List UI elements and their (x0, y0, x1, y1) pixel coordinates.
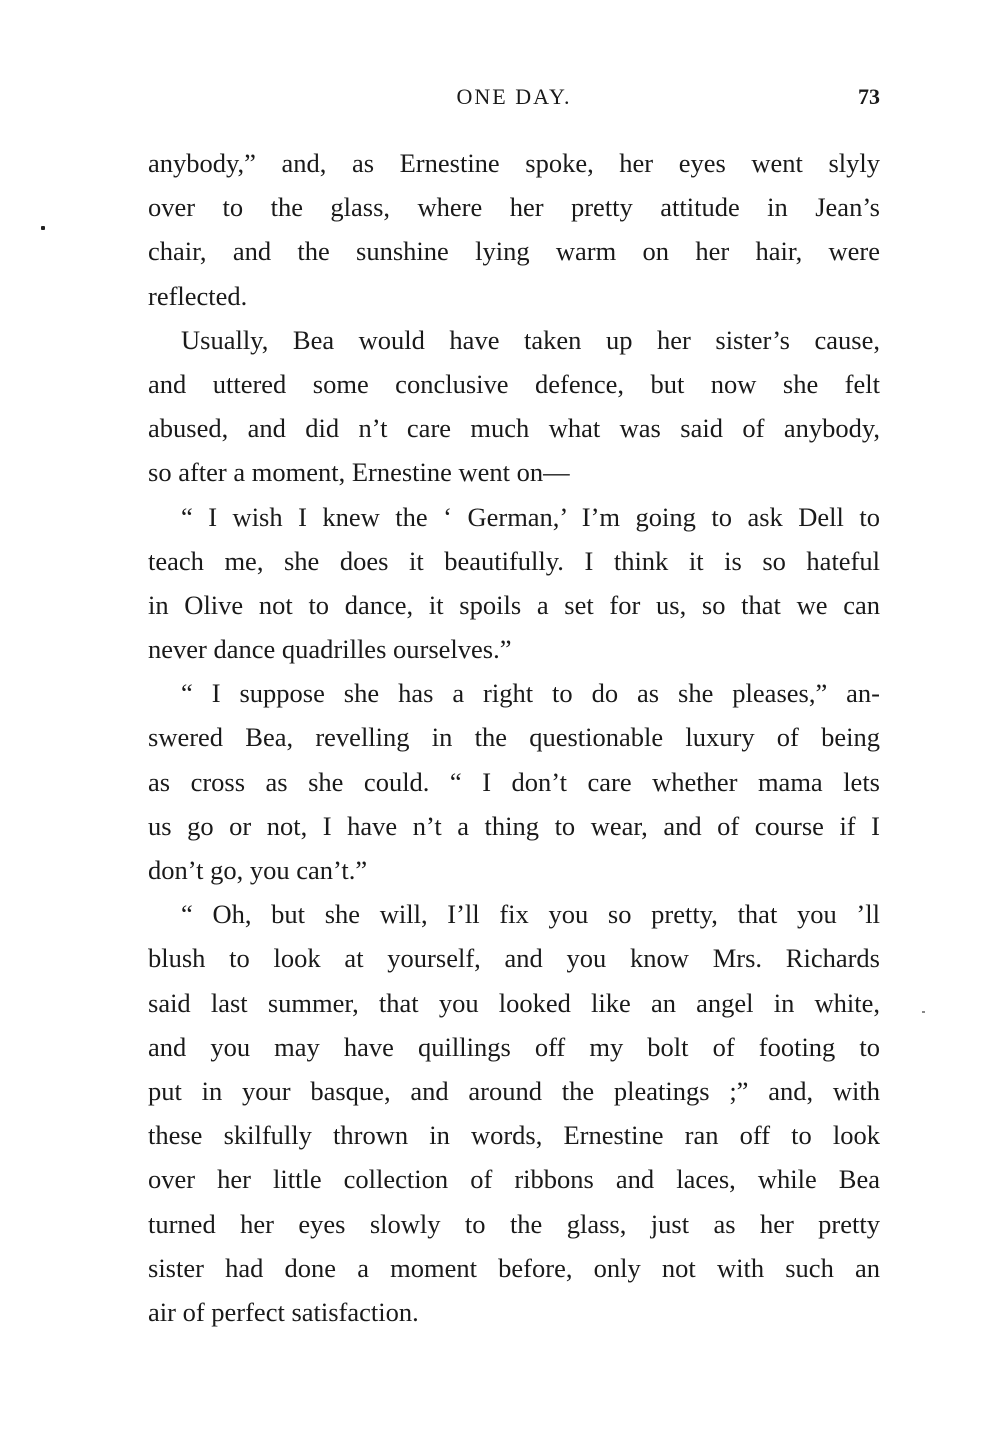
text-line: “ I wish I knew the ‘ German,’ I’m going to ask Dell to (181, 501, 880, 532)
ink-speck (922, 1011, 925, 1013)
body-text (148, 141, 880, 1334)
running-title: ONE DAY. (456, 84, 572, 109)
text-line: Usually, Bea would have taken up her sister’s cause, (181, 324, 880, 355)
text-line: chair, and the sunshine lying warm on her hair, were (148, 236, 880, 267)
page-number: 73 (858, 84, 880, 109)
text-line: these skilfully thrown in words, Ernestine ran off to look (148, 1120, 880, 1151)
text-line: us go or not, I have n’t a thing to wear, and of course if I (148, 810, 880, 841)
text-line: over her little collection of ribbons and laces, while Bea (148, 1164, 880, 1195)
text-line: reflected. (148, 280, 248, 311)
text-line: turned her eyes slowly to the glass, just as her pretty (148, 1208, 880, 1239)
text-line: don’t go, you can’t.” (148, 855, 368, 885)
text-line: in Olive not to dance, it spoils a set for us, so that we can (148, 589, 880, 620)
text-line: put in your basque, and around the pleatings ;” and, with (148, 1075, 880, 1106)
text-line: teach me, she does it beautifully. I think it is so hateful (148, 545, 880, 576)
text-line: air of perfect satisfaction. (148, 1296, 419, 1327)
text-line: anybody,” and, as Ernestine spoke, her eyes went slyly (148, 148, 880, 178)
text-line: abused, and did n’t care much what was said of anybody, (148, 413, 880, 444)
text-line: “ I suppose she has a right to do as she pleases,” an- (181, 678, 880, 709)
text-line: said last summer, that you looked like an angel in white, (148, 987, 880, 1018)
text-line: as cross as she could. “ I don’t care whether mama lets (148, 766, 880, 797)
ink-speck (41, 226, 45, 230)
text-line: never dance quadrilles ourselves.” (148, 634, 512, 665)
text-line: blush to look at yourself, and you know Mrs. Richards (148, 943, 880, 974)
text-line: sister had done a moment before, only not with such an (148, 1252, 880, 1283)
text-line: “ Oh, but she will, I’ll fix you so pretty, that you ’ll (181, 899, 880, 930)
text-line: so after a moment, Ernestine went on— (148, 457, 570, 488)
text-line: and you may have quillings off my bolt of footing to (148, 1031, 880, 1062)
text-line: swered Bea, revelling in the questionable luxury of being (148, 722, 880, 753)
text-line: and uttered some conclusive defence, but now she felt (148, 368, 880, 399)
running-header (148, 80, 880, 114)
text-line: over to the glass, where her pretty attitude in Jean’s (148, 192, 880, 223)
